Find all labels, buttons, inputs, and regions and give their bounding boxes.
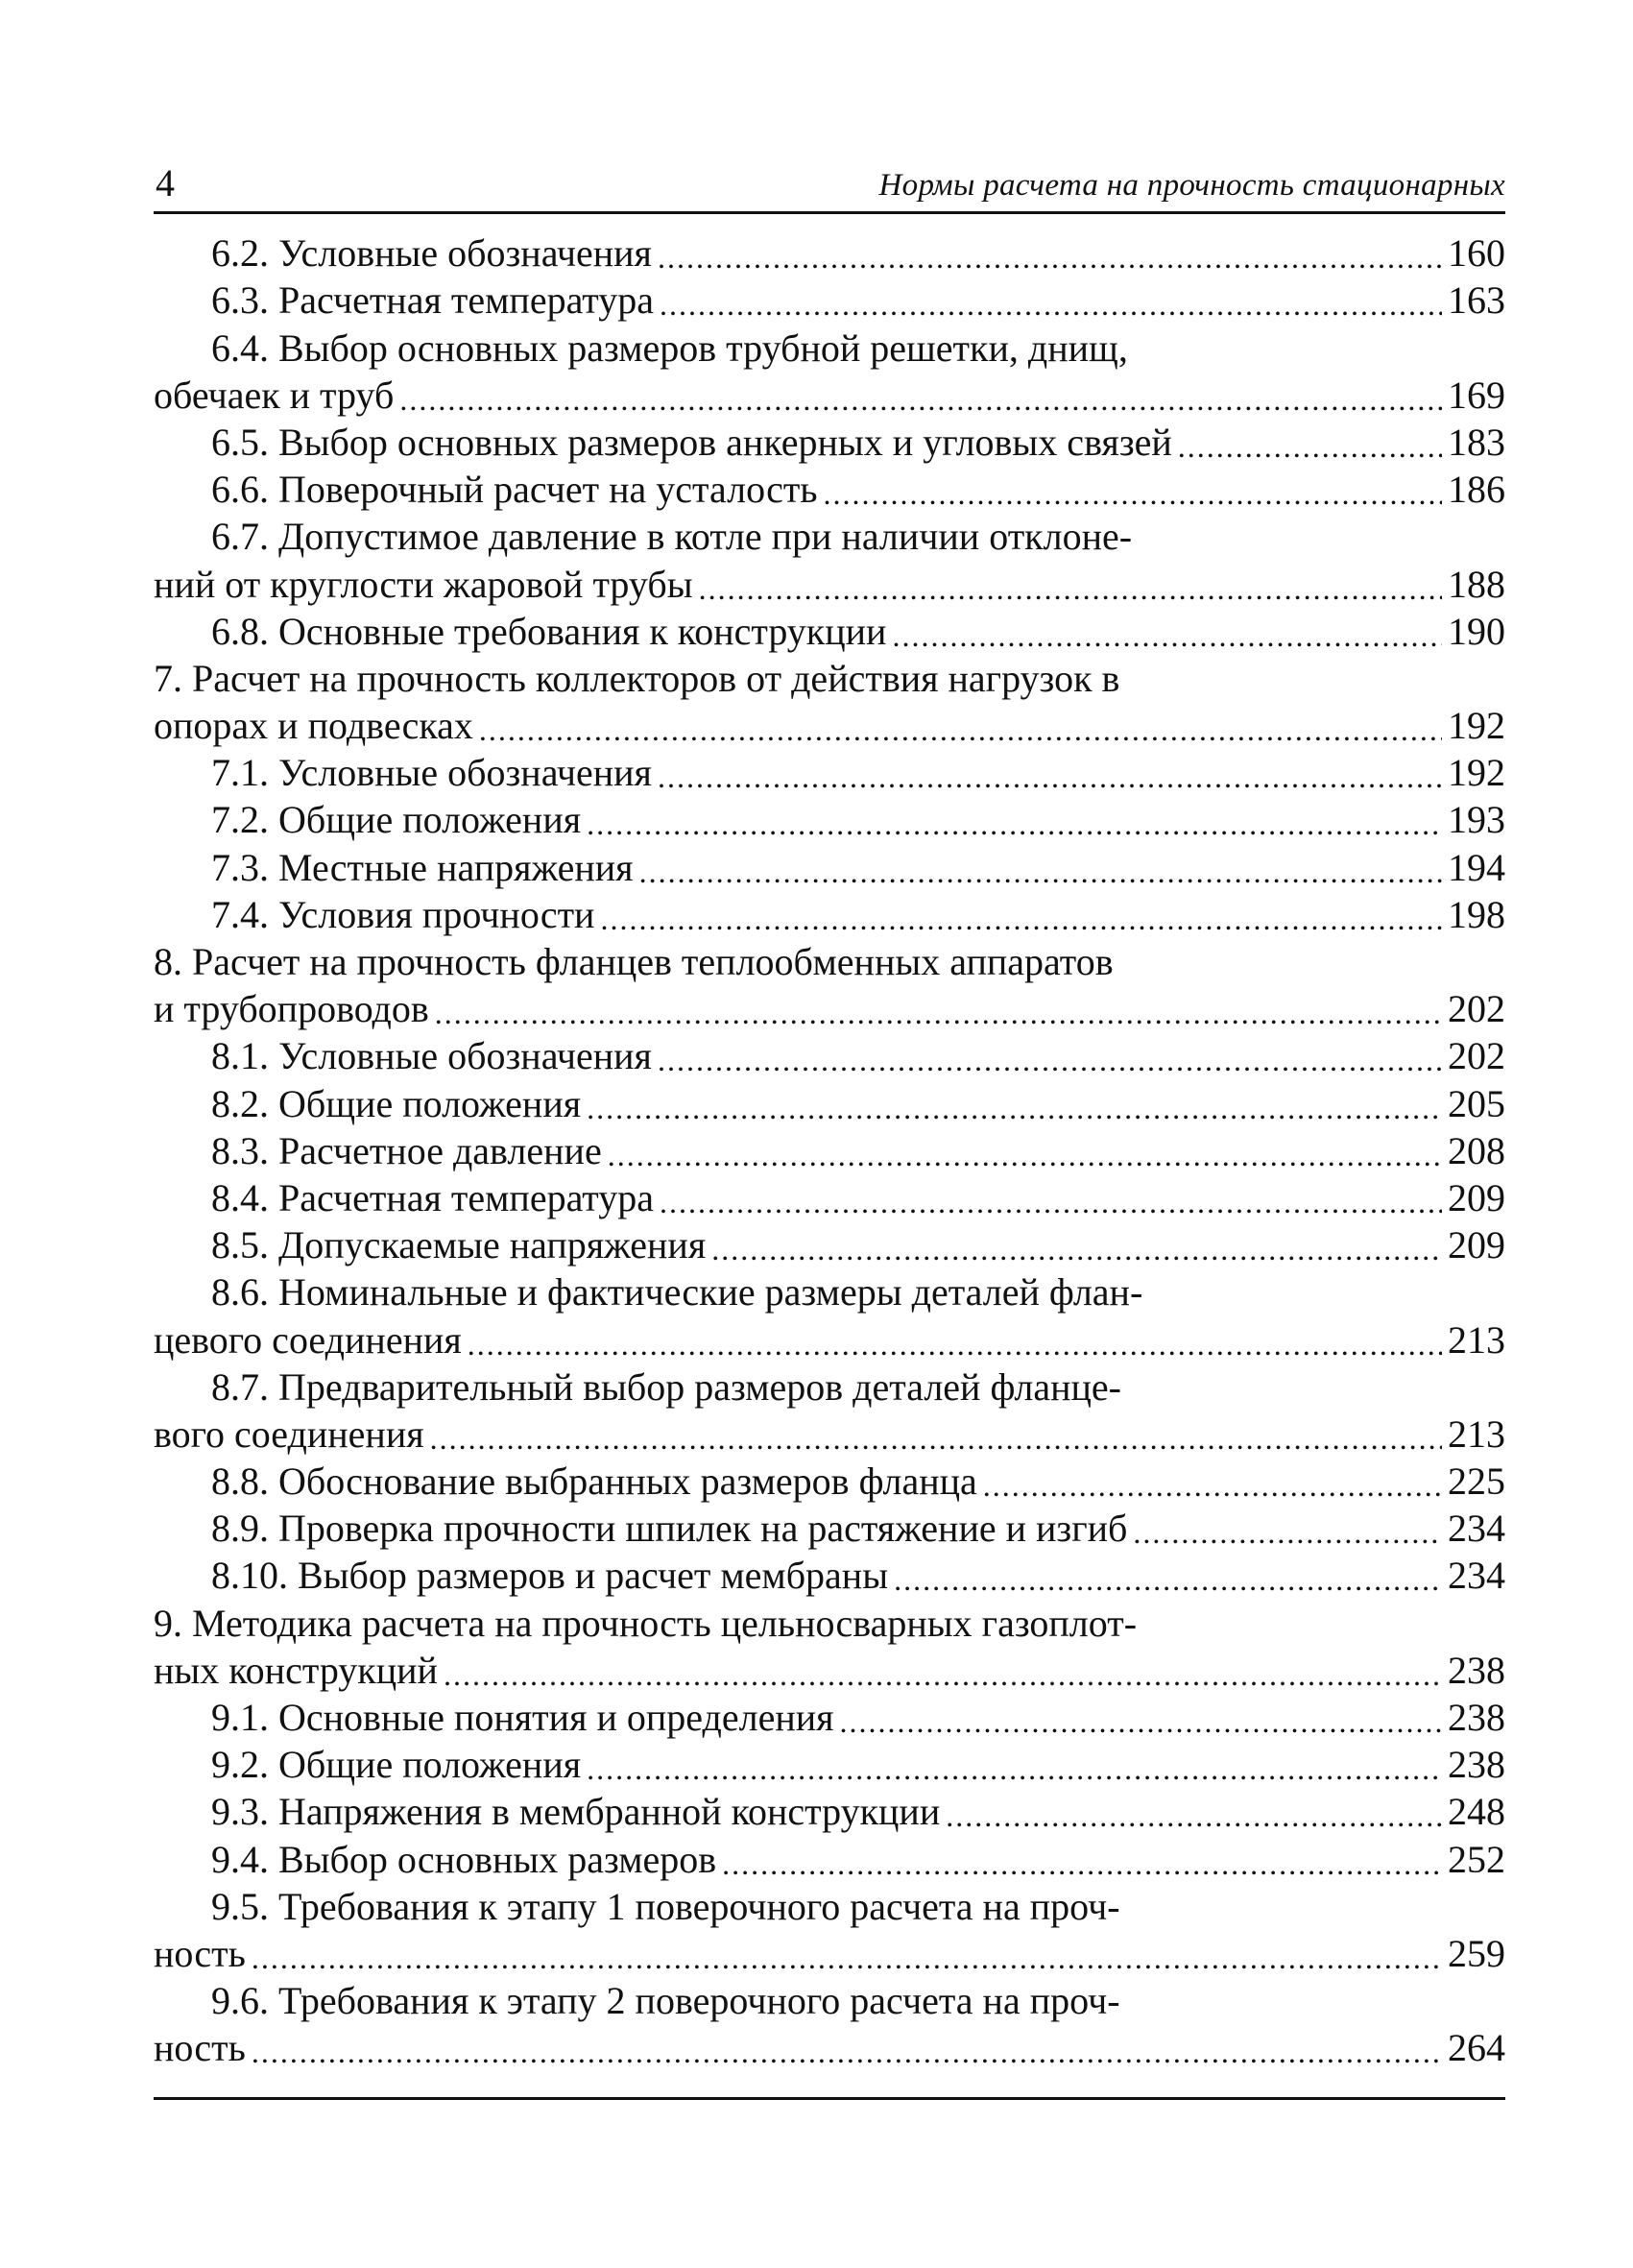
toc-entry-page: 234 (1448, 1507, 1505, 1551)
toc-entry-title: 7.1. Условные обозначения (211, 751, 652, 795)
toc-entry (154, 1884, 1505, 1931)
toc-leader-dots (444, 1659, 1442, 1690)
toc-entry-page: 193 (1448, 798, 1505, 842)
toc-entry-title: и трубопроводов (154, 987, 429, 1031)
toc-entry (154, 1364, 1505, 1411)
toc-entry-title: 7. Расчет на прочность коллекторов от действия нагрузок в (154, 656, 1120, 700)
toc-entry (154, 1695, 1505, 1742)
toc-leader-dots (252, 2037, 1442, 2067)
toc-entry (154, 703, 1505, 750)
toc-leader-dots (435, 998, 1442, 1028)
toc-entry (154, 1742, 1505, 1789)
toc-entry-page: 205 (1448, 1081, 1505, 1125)
toc-entry (154, 1506, 1505, 1553)
toc-entry-page: 183 (1448, 420, 1505, 464)
page-header (154, 161, 1505, 214)
running-title: Нормы расчета на прочность стационарных (878, 168, 1505, 203)
toc-leader-dots (894, 1564, 1442, 1595)
toc-entry-title: 6.6. Поверочный расчет на усталость (211, 468, 818, 512)
toc-leader-dots (699, 573, 1442, 604)
toc-entry (154, 277, 1505, 325)
toc-entry (154, 467, 1505, 514)
toc-entry-title: ность (154, 2026, 246, 2070)
toc-leader-dots (608, 1140, 1442, 1170)
page-number: 4 (156, 161, 175, 205)
toc-entry-page: 202 (1448, 987, 1505, 1031)
toc-leader-dots (660, 289, 1442, 320)
table-of-contents (154, 230, 1505, 2072)
toc-entry-page: 169 (1448, 373, 1505, 417)
toc-entry-page: 209 (1448, 1223, 1505, 1267)
toc-entry-page: 225 (1448, 1460, 1505, 1504)
toc-entry (154, 420, 1505, 467)
toc-entry (154, 1222, 1505, 1269)
toc-leader-dots (983, 1470, 1442, 1501)
toc-leader-dots (1133, 1517, 1442, 1548)
toc-leader-dots (722, 1848, 1442, 1879)
toc-leader-dots (587, 1753, 1442, 1784)
toc-entry-page: 238 (1448, 1648, 1505, 1692)
toc-entry (154, 750, 1505, 797)
toc-leader-dots (892, 620, 1442, 651)
toc-leader-dots (468, 1329, 1442, 1360)
toc-entry (154, 1553, 1505, 1600)
toc-entry (154, 656, 1505, 703)
toc-leader-dots (430, 1423, 1442, 1454)
toc-entry-page: 248 (1448, 1790, 1505, 1834)
toc-entry-title: 9.4. Выбор основных размеров (211, 1837, 717, 1881)
toc-entry-title: 6.3. Расчетная температура (211, 278, 654, 323)
toc-entry-title: 9.6. Требования к этапу 2 поверочного расчета на проч- (211, 1979, 1120, 2023)
toc-entry (154, 609, 1505, 656)
toc-leader-dots (479, 714, 1442, 745)
toc-entry (154, 325, 1505, 372)
toc-entry-title: 7.2. Общие положения (211, 798, 582, 842)
toc-entry-title: 8.1. Условные обозначения (211, 1034, 652, 1078)
toc-entry-title: 8.9. Проверка прочности шпилек на растяжение и изгиб (211, 1507, 1128, 1551)
toc-entry-title: вого соединения (154, 1411, 424, 1456)
toc-entry-title: 8.7. Предварительный выбор размеров деталей фланце- (211, 1364, 1121, 1409)
toc-entry-title: 9.1. Основные понятия и определения (211, 1696, 834, 1739)
toc-leader-dots (840, 1706, 1442, 1737)
toc-entry (154, 1789, 1505, 1836)
toc-entry-title: 8. Расчет на прочность фланцев теплообменных аппаратов (154, 940, 1114, 983)
toc-entry (154, 561, 1505, 608)
toc-entry (154, 1459, 1505, 1506)
toc-entry-page: 238 (1448, 1696, 1505, 1739)
toc-entry-title: ний от круглости жаровой трубы (154, 562, 693, 606)
toc-entry (154, 2025, 1505, 2072)
toc-entry (154, 1080, 1505, 1127)
toc-entry (154, 1600, 1505, 1647)
toc-entry (154, 514, 1505, 561)
toc-leader-dots (587, 1093, 1442, 1123)
toc-entry-title: ных конструкций (154, 1648, 438, 1692)
toc-entry-title: 6.5. Выбор основных размеров анкерных и угловых связей (211, 420, 1172, 464)
toc-entry (154, 939, 1505, 986)
toc-entry-page: 259 (1448, 1931, 1505, 1975)
toc-entry-title: обечаек и труб (154, 373, 395, 417)
toc-entry-title: 6.4. Выбор основных размеров трубной решетки, днищ, (211, 326, 1128, 370)
toc-entry-title: 9.3. Напряжения в мембранной конструкции (211, 1790, 941, 1834)
toc-entry (154, 1648, 1505, 1695)
toc-entry (154, 1033, 1505, 1080)
toc-leader-dots (824, 478, 1442, 509)
toc-leader-dots (587, 808, 1442, 839)
toc-entry-title: 7.3. Местные напряжения (211, 845, 634, 889)
toc-entry (154, 1931, 1505, 1978)
toc-entry-title: 8.5. Допускаемые напряжения (211, 1223, 707, 1267)
toc-entry-title: 6.2. Условные обозначения (211, 231, 652, 276)
toc-entry-title: 9.2. Общие положения (211, 1743, 582, 1787)
toc-entry (154, 1175, 1505, 1222)
toc-entry (154, 797, 1505, 844)
toc-entry (154, 1411, 1505, 1459)
toc-leader-dots (660, 1187, 1442, 1218)
toc-entry (154, 1978, 1505, 2025)
toc-entry-page: 163 (1448, 278, 1505, 323)
toc-leader-dots (711, 1234, 1442, 1265)
toc-entry (154, 1316, 1505, 1363)
toc-entry (154, 1269, 1505, 1316)
toc-entry-page: 213 (1448, 1317, 1505, 1362)
toc-entry-page: 213 (1448, 1411, 1505, 1456)
toc-entry-page: 209 (1448, 1175, 1505, 1219)
toc-leader-dots (399, 384, 1442, 415)
toc-entry-title: 8.4. Расчетная температура (211, 1175, 654, 1219)
toc-entry (154, 1836, 1505, 1883)
toc-entry (154, 230, 1505, 277)
toc-entry-page: 194 (1448, 845, 1505, 889)
toc-entry-title: 8.2. Общие положения (211, 1081, 582, 1125)
toc-entry-page: 202 (1448, 1034, 1505, 1078)
toc-entry-title: 9. Методика расчета на прочность цельносварных газоплот- (154, 1601, 1138, 1645)
toc-entry-title: 7.4. Условия прочности (211, 892, 595, 936)
toc-entry (154, 1128, 1505, 1175)
toc-entry-page: 264 (1448, 2026, 1505, 2070)
toc-entry-page: 186 (1448, 468, 1505, 512)
toc-entry-title: цевого соединения (154, 1317, 462, 1362)
bottom-rule (154, 2097, 1505, 2100)
toc-leader-dots (658, 761, 1442, 792)
toc-entry-page: 234 (1448, 1554, 1505, 1598)
toc-entry-title: 8.10. Выбор размеров и расчет мембраны (211, 1554, 889, 1598)
toc-leader-dots (639, 857, 1442, 887)
toc-entry-page: 192 (1448, 704, 1505, 748)
toc-entry (154, 844, 1505, 891)
toc-entry-title: опорах и подвесках (154, 704, 473, 748)
toc-entry-page: 192 (1448, 751, 1505, 795)
toc-leader-dots (946, 1800, 1442, 1831)
toc-entry-title: 9.5. Требования к этапу 1 поверочного расчета на проч- (211, 1884, 1120, 1928)
toc-leader-dots (600, 904, 1442, 934)
toc-leader-dots (1178, 431, 1442, 462)
toc-entry-page: 190 (1448, 609, 1505, 653)
toc-entry-title: 8.3. Расчетное давление (211, 1128, 602, 1172)
toc-entry-title: ность (154, 1931, 246, 1975)
toc-entry-page: 252 (1448, 1837, 1505, 1881)
toc-entry-page: 238 (1448, 1743, 1505, 1787)
toc-entry-title: 6.7. Допустимое давление в котле при наличии отклоне- (211, 515, 1133, 559)
toc-entry (154, 373, 1505, 420)
toc-entry-title: 6.8. Основные требования к конструкции (211, 609, 887, 653)
toc-leader-dots (658, 242, 1442, 273)
toc-entry-title: 8.8. Обоснование выбранных размеров фланца (211, 1460, 977, 1504)
toc-entry-page: 160 (1448, 231, 1505, 276)
toc-entry (154, 892, 1505, 939)
toc-entry-page: 198 (1448, 892, 1505, 936)
toc-entry-page: 188 (1448, 562, 1505, 606)
toc-leader-dots (658, 1045, 1442, 1075)
toc-entry-title: 8.6. Номинальные и фактические размеры деталей флан- (211, 1270, 1143, 1315)
toc-entry (154, 986, 1505, 1033)
toc-entry-page: 208 (1448, 1128, 1505, 1172)
toc-leader-dots (252, 1942, 1442, 1973)
